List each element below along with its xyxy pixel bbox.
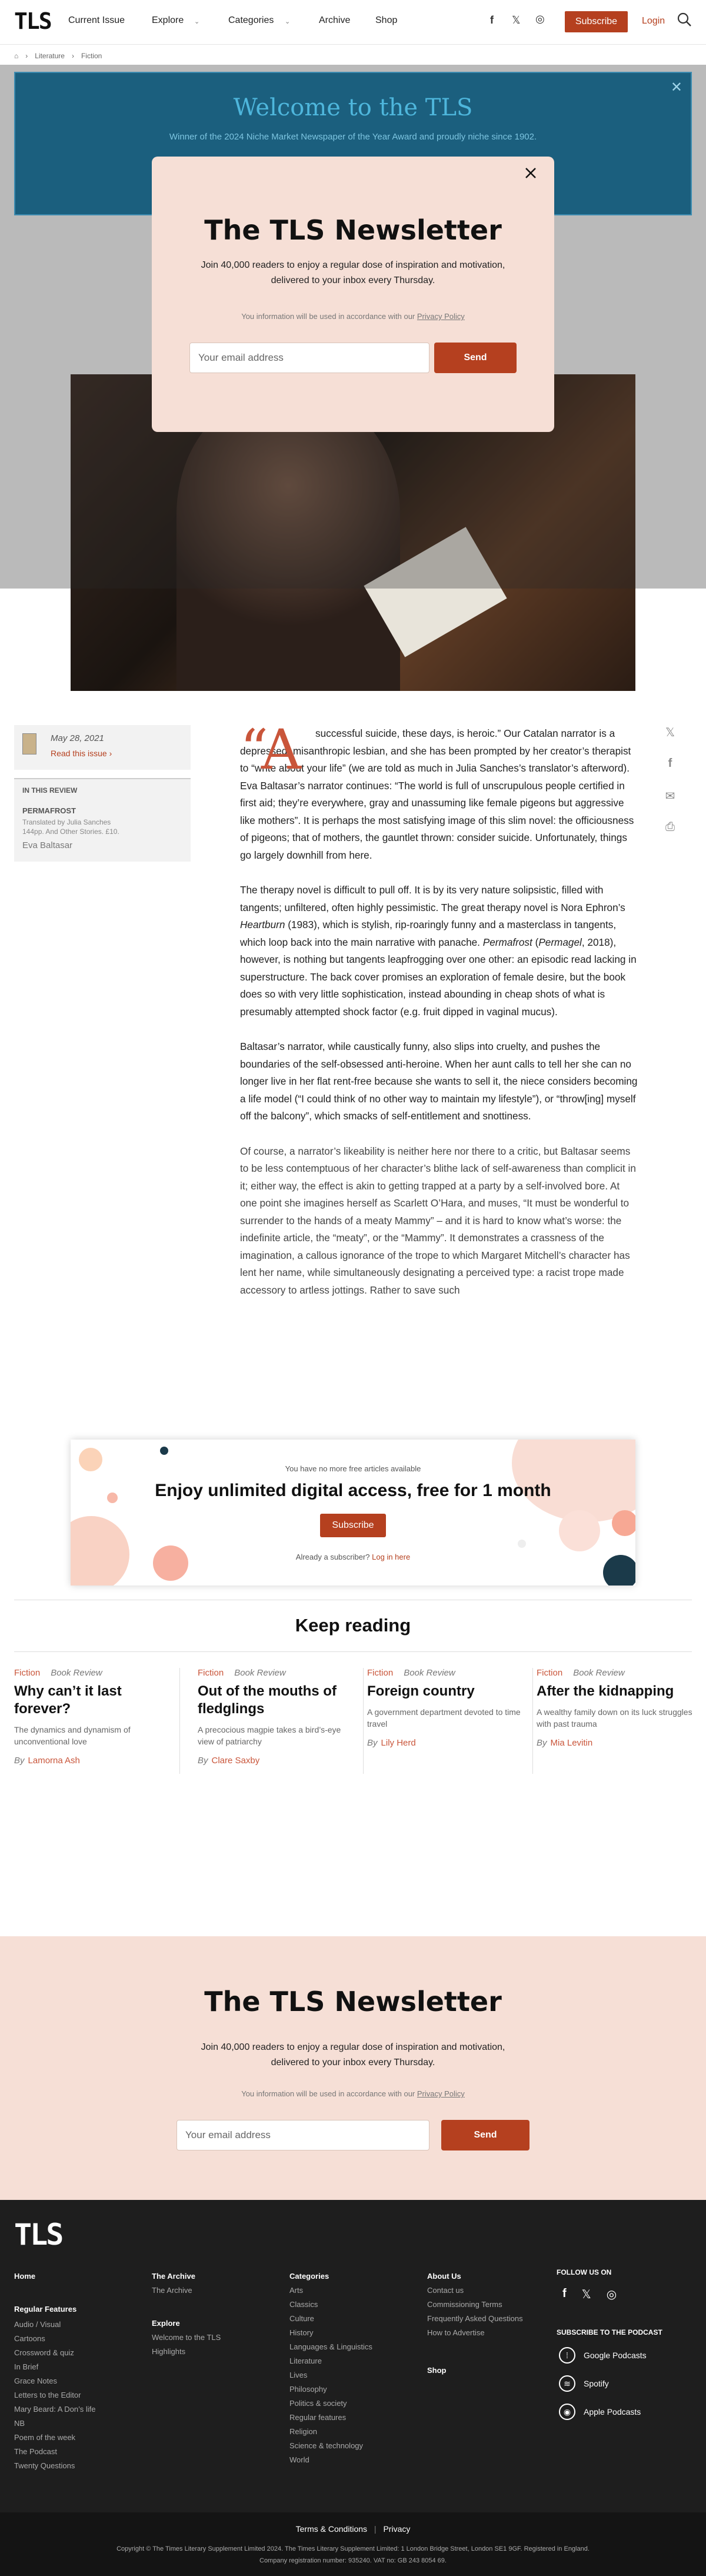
card-summary: A precocious magpie takes a bird’s-eye view of patriarchy [198, 1725, 341, 1746]
modal-text: Join 40,000 readers to enjoy a regular dose of inspiration and motivation, delivered to your inbox every Thursday. [201, 260, 505, 285]
card-byline: By Lamorna Ash [14, 1756, 80, 1766]
footer-link[interactable]: Politics & society [289, 2399, 347, 2408]
footer-link[interactable]: The Podcast [14, 2447, 57, 2456]
in-this-review-heading: IN THIS REVIEW [22, 786, 78, 795]
nav-categories[interactable]: Categories [228, 15, 274, 25]
in-this-review [14, 778, 191, 862]
chevron-right-icon: › [25, 52, 28, 60]
footer-heading: FOLLOW US ON [557, 2268, 612, 2276]
card-title[interactable]: Why can’t it last forever? [14, 1683, 122, 1717]
nav-explore[interactable]: Explore [152, 15, 184, 25]
search-icon[interactable] [677, 12, 692, 27]
read-this-issue-link[interactable]: Read this issue › [51, 749, 112, 758]
print-icon[interactable]: ⎙ [665, 820, 675, 833]
footer-heading: Categories [289, 2272, 329, 2281]
decor-circle [160, 1447, 168, 1455]
instagram-icon[interactable]: ◎ [606, 2288, 617, 2301]
footer-link[interactable]: Languages & Linguistics [289, 2342, 372, 2351]
footer-bottom-bar [0, 2512, 706, 2576]
newsletter-text: Join 40,000 readers to enjoy a regular dose of inspiration and motivation, delivered to your inbox every Thursday. [201, 2042, 505, 2068]
article-body [240, 718, 638, 1317]
card-summary: A wealthy family down on its luck struggles with past trauma [537, 1707, 692, 1729]
card-category[interactable]: Fiction [198, 1668, 224, 1678]
footer-shop-link[interactable]: Shop [427, 2366, 447, 2375]
footer-link[interactable]: Contact us [427, 2286, 464, 2295]
card-section: Book Review [234, 1668, 286, 1678]
card-author[interactable]: Lamorna Ash [28, 1756, 80, 1766]
footer-link[interactable]: Arts [289, 2286, 304, 2295]
issue-cover-thumbnail[interactable] [22, 733, 36, 754]
article-card[interactable] [537, 1668, 702, 1774]
footer-heading: SUBSCRIBE TO THE PODCAST [557, 2328, 662, 2336]
site-footer [0, 2200, 706, 2512]
footer-logo[interactable]: TLS [14, 2218, 62, 2252]
email-input[interactable]: Your email address [176, 2120, 429, 2150]
footer-link[interactable]: History [289, 2328, 314, 2337]
welcome-title: Welcome to the TLS [233, 94, 473, 121]
card-author[interactable]: Lily Herd [381, 1738, 416, 1748]
x-share-icon[interactable]: 𝕏 [665, 726, 675, 739]
decor-circle [71, 1516, 129, 1586]
card-section: Book Review [51, 1668, 102, 1678]
privacy-policy-link[interactable]: Privacy Policy [417, 312, 465, 321]
paywall-card [71, 1440, 635, 1586]
decor-circle [559, 1510, 600, 1551]
site-header [0, 0, 706, 45]
footer-link[interactable]: Literature [289, 2356, 322, 2365]
company-number: Company registration number: 935240. VAT no: GB 243 8054 69. [259, 2557, 447, 2564]
facebook-icon[interactable]: f [562, 2287, 567, 2300]
chevron-down-icon: ⌄ [194, 18, 200, 25]
share-bar [662, 725, 678, 852]
instagram-icon[interactable]: ◎ [535, 13, 545, 25]
card-section: Book Review [404, 1668, 455, 1678]
card-author[interactable]: Clare Saxby [211, 1756, 260, 1766]
footer-heading: Explore [152, 2319, 180, 2328]
card-title[interactable]: Out of the mouths of fledglings [198, 1683, 337, 1717]
apple-podcasts-icon: ◉ [559, 2404, 575, 2420]
paywall-headline: Enjoy unlimited digital access, free for 1 month [155, 1481, 551, 1500]
copyright: Copyright © The Times Literary Supplement Limited 2024. The Times Literary Supplement Limited: 1 London Bridge Street, London SE1 9GF. Registered in England. [116, 2545, 590, 2552]
footer-link[interactable]: Culture [289, 2314, 314, 2323]
footer-archive-list [152, 2284, 192, 2298]
book-details: 144pp. And Other Stories. £10. [22, 827, 119, 836]
footer-link[interactable]: Religion [289, 2427, 317, 2436]
google-podcasts-icon: ⁞ [559, 2347, 575, 2364]
privacy-policy-link[interactable]: Privacy Policy [417, 2089, 465, 2098]
article-paragraph: successful suicide, these days, is heroic.” Our Catalan narrator is a depressed, misanthropic lesbian, and she has been prompted by her creator’s therapist to “write about your life” (we are told as much in Julia Sanches’s translator’s afterword). Eva Baltasar’s narrator continues: “The world is full of unscrupulous people certified in first aid; they’re everywhere, gray and unassuming like female pigeons but aggressive like mothers”. It is perhaps the most satisfying image of this slim novel: the officiousness of pigeons; that of mothers, the gauntlet thrown: consider suicide. Unfortunately, things go largely downhill from here. [240, 727, 634, 861]
card-title[interactable]: After the kidnapping [537, 1683, 674, 1699]
footer-link[interactable]: The Archive [152, 2286, 192, 2295]
card-category[interactable]: Fiction [14, 1668, 41, 1678]
footer-link[interactable]: How to Advertise [427, 2328, 485, 2337]
footer-categories-list [289, 2284, 372, 2467]
breadcrumb-literature[interactable]: Literature [35, 52, 65, 60]
footer-link[interactable]: Mary Beard: A Don’s life [14, 2405, 96, 2414]
footer-home-link[interactable]: Home [14, 2272, 36, 2281]
footer-explore-list [152, 2331, 221, 2359]
book-translator: Translated by Julia Sanches [22, 818, 111, 826]
spotify-icon: ≋ [559, 2375, 575, 2392]
card-byline: By Mia Levitin [537, 1738, 593, 1748]
footer-link[interactable]: World [289, 2455, 309, 2464]
card-byline: By Lily Herd [367, 1738, 416, 1748]
paywall-note: You have no more free articles available [285, 1464, 421, 1473]
decor-circle [518, 1540, 526, 1548]
footer-link[interactable]: Twenty Questions [14, 2461, 75, 2470]
legal-links [0, 2524, 706, 2534]
facebook-icon[interactable]: f [490, 14, 494, 26]
footer-heading: The Archive [152, 2272, 195, 2281]
article-card[interactable] [14, 1668, 180, 1774]
article-paragraph: Baltasar’s narrator, while caustically funny, also slips into cruelty, and pushes the boundaries of the self-obsessed anti-heroine. When her aunt calls to tell her she can no longer live in her flat rent-free because she wants to sell it, the niece considers becoming a life model (“I could think of no other way to maintain my lifestyle”), or “throw[ing] myself off the balcony”, which smacks of self-entitlement and snottiness. [240, 1041, 638, 1122]
site-logo[interactable]: TLS [14, 8, 51, 34]
article-paragraph: The therapy novel is difficult to pull off. It is by its very nature solipsistic, filled with tangents; unfiltered, often highly pessimistic. The great therapy novel is Nora Ephron’s Heartburn (1983), which is stylish, rip-roaringly funny and a masterclass in tangents, which loop back into the main narrative with panache. Permafrost (Permagel, 2018), however, is nothing but tangents leapfrogging over one other: an episodic read lacking in superstructure. The back cover promises an exploration of female desire, but the book does so with very little sophistication, instead abounding in cheap shots of what is presumably attempted shock factor (e.g. fruit dipped in vaginal mucus). [240, 884, 637, 1018]
chevron-right-icon: › [109, 749, 112, 758]
send-button[interactable]: Send [441, 2120, 530, 2150]
separator: | [374, 2524, 377, 2534]
card-summary: The dynamics and dynamism of unconventional love [14, 1725, 131, 1746]
podcast-links [559, 2347, 647, 2432]
issue-info [14, 725, 191, 770]
article-fade [0, 1365, 706, 1436]
spotify-link[interactable]: ≋ Spotify [559, 2375, 647, 2392]
google-podcasts-link[interactable]: ⁞ Google Podcasts [559, 2347, 647, 2364]
chevron-down-icon: ⌄ [285, 18, 291, 25]
card-summary: A government department devoted to time travel [367, 1707, 521, 1729]
subscribe-button[interactable]: Subscribe [565, 11, 628, 32]
email-input[interactable]: Your email address [189, 343, 429, 373]
card-author[interactable]: Mia Levitin [550, 1738, 593, 1748]
card-category[interactable]: Fiction [537, 1668, 563, 1678]
privacy-note: You information will be used in accordance with our Privacy Policy [241, 312, 465, 321]
email-share-icon[interactable]: ✉ [665, 790, 675, 803]
terms-link[interactable]: Terms & Conditions [295, 2524, 368, 2534]
footer-link[interactable]: Frequently Asked Questions [427, 2314, 523, 2323]
footer-link[interactable]: Crossword & quiz [14, 2348, 74, 2357]
footer-link[interactable]: Audio / Visual [14, 2320, 61, 2329]
newsletter-section [0, 1936, 706, 2200]
login-link[interactable]: Login [642, 16, 665, 26]
quote-icon: “A [240, 718, 301, 782]
chevron-right-icon: › [71, 52, 74, 60]
footer-link[interactable]: Highlights [152, 2347, 186, 2356]
keep-reading-title: Keep reading [295, 1615, 411, 1636]
newsletter-modal [152, 157, 554, 432]
decor-circle [612, 1510, 635, 1536]
decor-circle [153, 1545, 188, 1581]
divider [14, 1651, 692, 1652]
footer-link[interactable]: Philosophy [289, 2385, 327, 2394]
footer-link[interactable]: In Brief [14, 2362, 39, 2371]
x-icon[interactable]: 𝕏 [581, 2288, 591, 2301]
article-card[interactable] [198, 1668, 364, 1774]
footer-link[interactable]: Classics [289, 2300, 318, 2309]
book-author: Eva Baltasar [22, 840, 73, 850]
subscriber-note: Already a subscriber? Log in here [295, 1553, 411, 1561]
breadcrumb-fiction[interactable]: Fiction [81, 52, 102, 60]
footer-social [562, 2287, 617, 2302]
newsletter-title: The TLS Newsletter [204, 1986, 502, 2017]
nav-archive[interactable]: Archive [319, 15, 351, 25]
login-link[interactable]: Log in here [372, 1553, 411, 1561]
footer-link[interactable]: Commissioning Terms [427, 2300, 502, 2309]
footer-features-list [14, 2318, 96, 2473]
modal-title: The TLS Newsletter [204, 214, 502, 246]
welcome-text: Winner of the 2024 Niche Market Newspaper of the Year Award and proudly niche since 1902. [169, 132, 537, 142]
privacy-link[interactable]: Privacy [383, 2524, 411, 2534]
paywall-subscribe-button[interactable]: Subscribe [320, 1514, 386, 1537]
close-icon[interactable] [524, 166, 538, 180]
apple-podcasts-link[interactable]: ◉ Apple Podcasts [559, 2404, 647, 2420]
footer-link[interactable]: NB [14, 2419, 25, 2428]
footer-link[interactable]: Science & technology [289, 2441, 364, 2450]
book-title: PERMAFROST [22, 806, 76, 815]
footer-link[interactable]: Lives [289, 2371, 308, 2379]
footer-link[interactable]: Cartoons [14, 2334, 45, 2343]
article-paragraph: Of course, a narrator’s likeability is neither here nor there to a critic, but Baltasar seems to be less contemptuous of her character’s blithe lack of self-awareness than complicit in it; either way, the effect is akin to getting trapped at a party by a self-involved bore. At one point she imagines herself as Scarlett O’Hara, and muses, “It must be wonderful to surrender to the hands of a meaty Mammy” – and it is hard to know what’s worse: the indefinite article, the “meaty”, or the “Mammy”. It demonstrates a crassness of the imagination, a callous ignorance of the trope to which Margaret Mitchell’s character has lent her name, while simultaneously designating a perceived type: a racist trope made accessory to artless jottings. Rather to save such [240, 1145, 636, 1296]
footer-link[interactable]: Regular features [289, 2413, 347, 2422]
nav-current-issue[interactable]: Current Issue [68, 15, 125, 25]
footer-link[interactable]: Letters to the Editor [14, 2391, 81, 2399]
close-icon[interactable]: ✕ [670, 79, 682, 95]
footer-heading: About Us [427, 2272, 461, 2281]
facebook-share-icon[interactable]: f [668, 757, 672, 770]
card-title[interactable]: Foreign country [367, 1683, 475, 1699]
card-section: Book Review [573, 1668, 625, 1678]
footer-about-list [427, 2284, 523, 2340]
privacy-note: You information will be used in accordance with our Privacy Policy [241, 2089, 465, 2098]
send-button[interactable]: Send [434, 343, 517, 373]
card-category[interactable]: Fiction [367, 1668, 394, 1678]
footer-link[interactable]: Poem of the week [14, 2433, 76, 2442]
footer-link[interactable]: Grace Notes [14, 2376, 57, 2385]
breadcrumb [14, 52, 102, 60]
article-card[interactable] [367, 1668, 533, 1774]
footer-heading: Regular Features [14, 2305, 77, 2314]
publish-date: May 28, 2021 [51, 733, 104, 743]
footer-link[interactable]: Welcome to the TLS [152, 2333, 221, 2342]
home-icon[interactable]: ⌂ [14, 52, 19, 60]
nav-shop[interactable]: Shop [375, 15, 398, 25]
x-icon[interactable]: 𝕏 [512, 14, 521, 26]
card-byline: By Clare Saxby [198, 1756, 260, 1766]
